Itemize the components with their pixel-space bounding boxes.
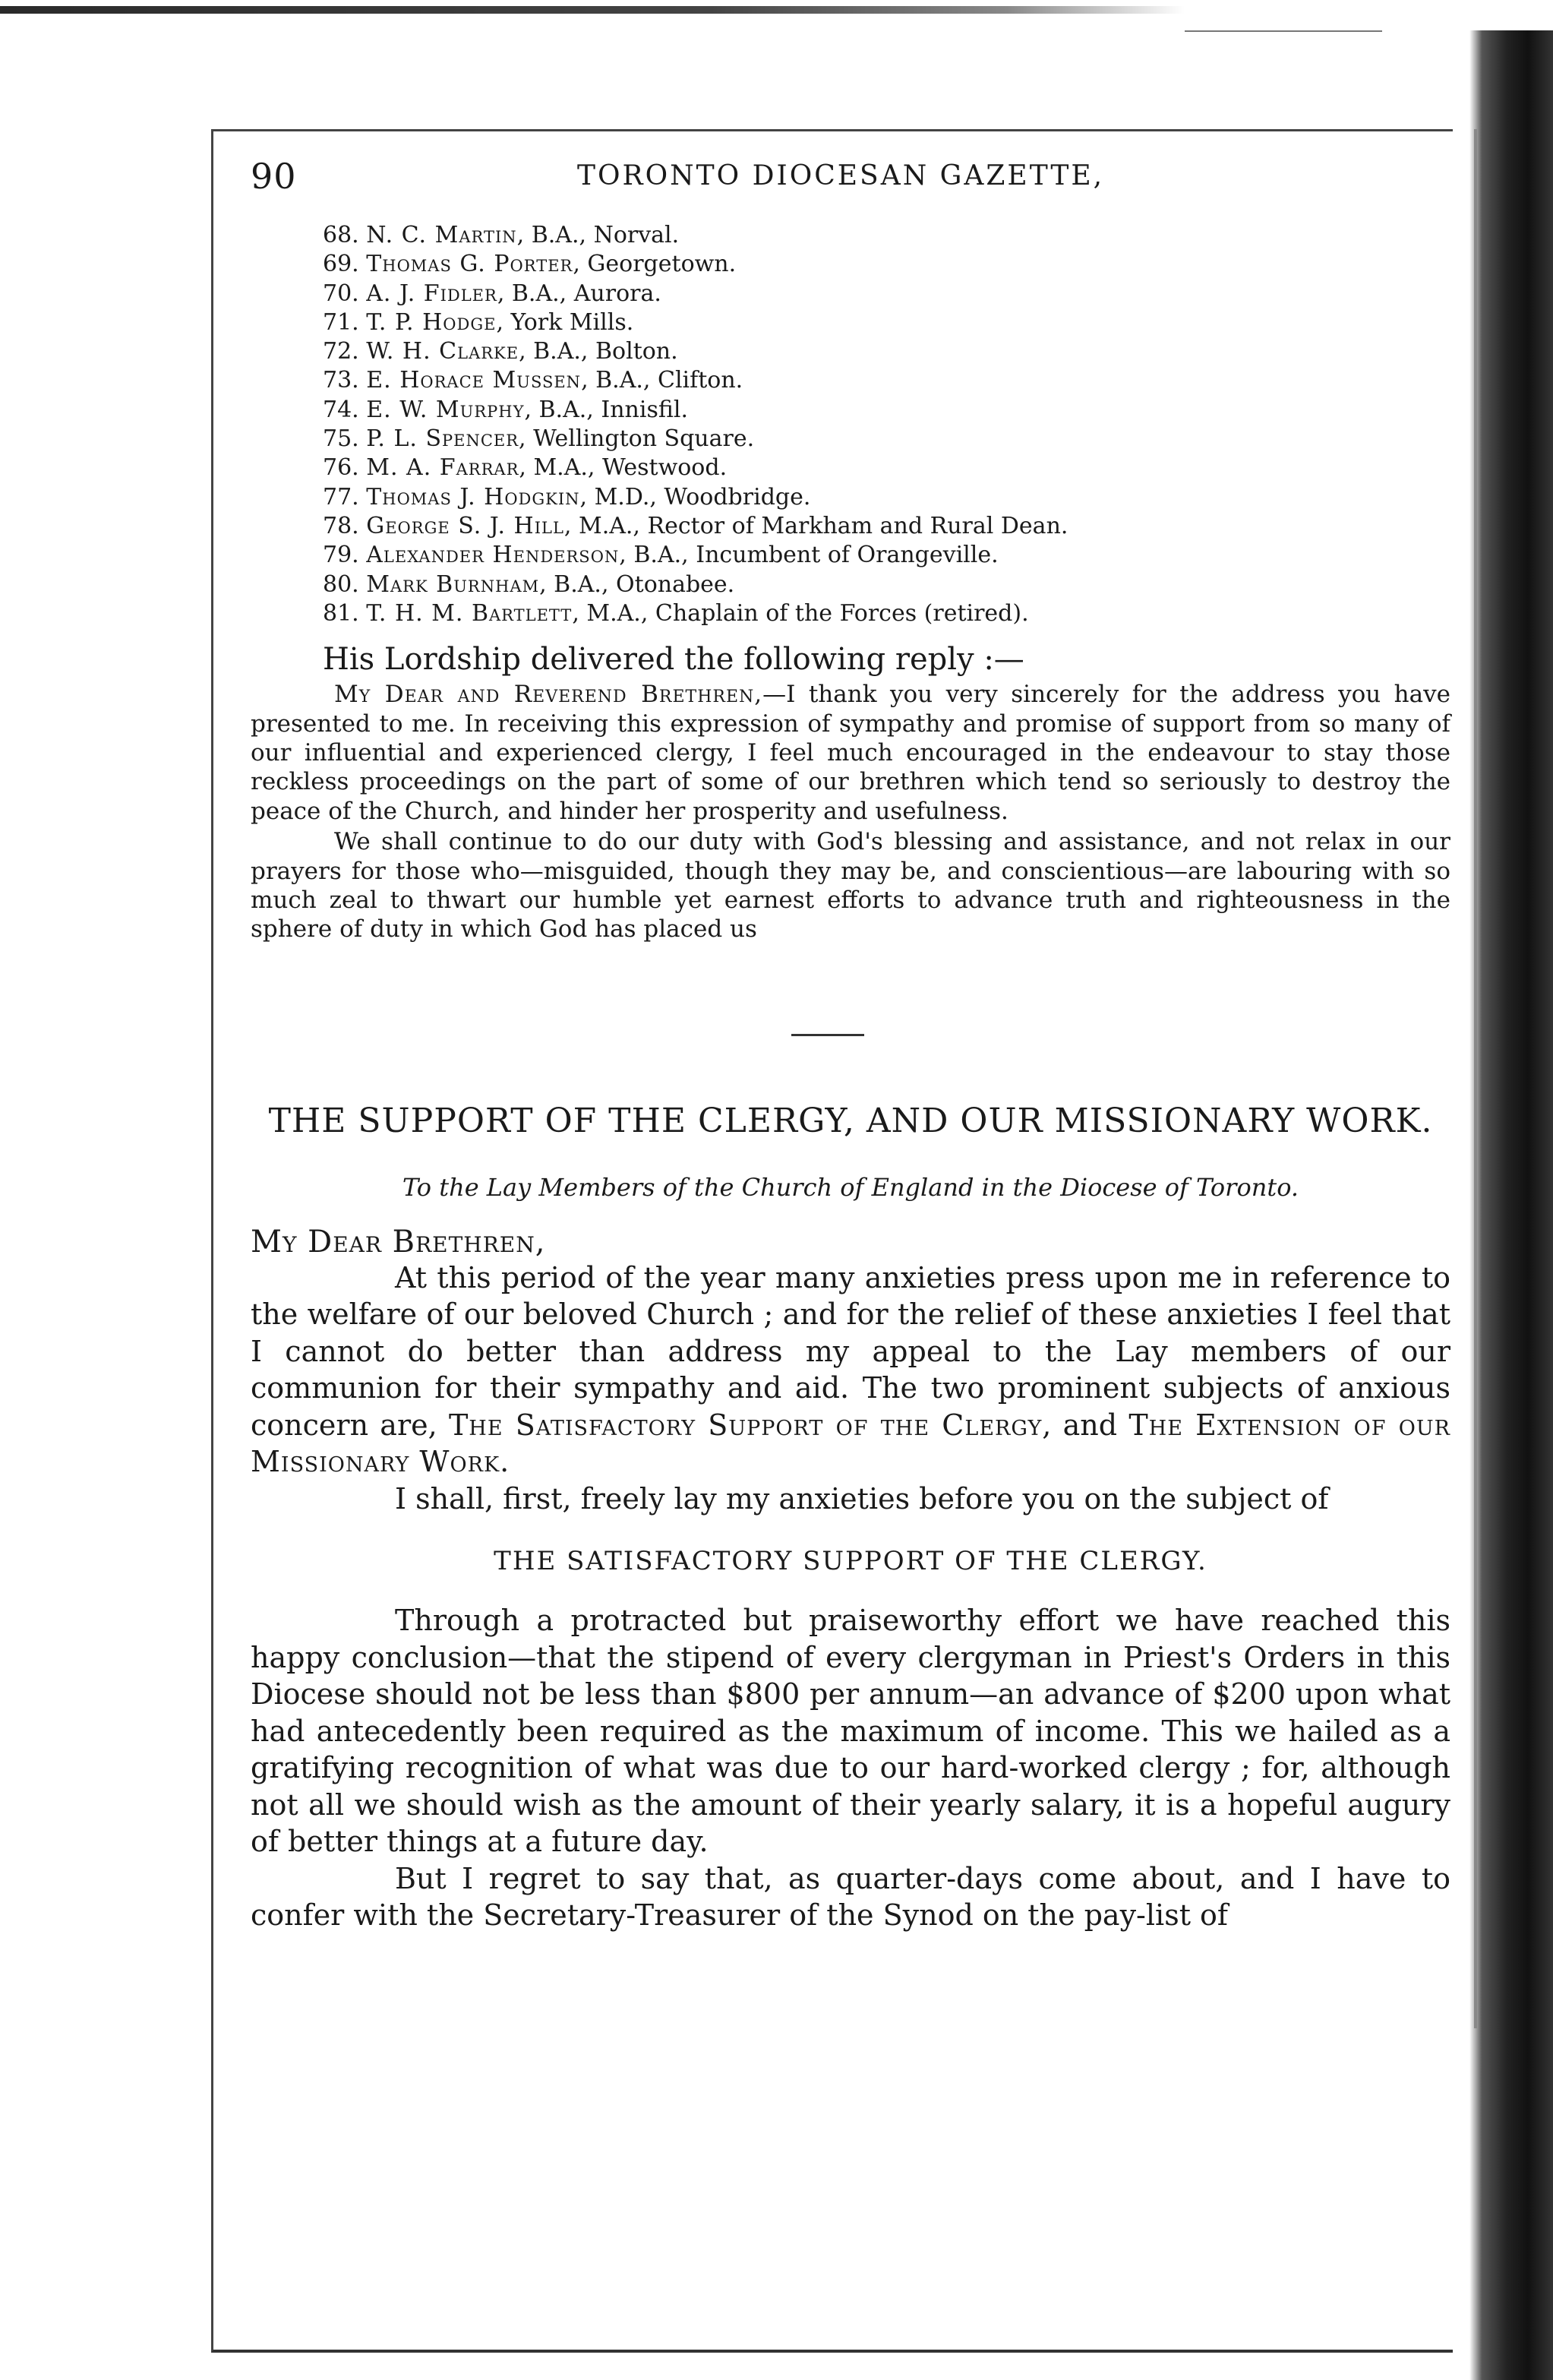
body-paragraph: Through a protracted but praiseworthy effort we have reached this happy conclusion—that the stipend of every clergyman in Priest's Orders in this Diocese should not be less than $800 per annum—an advance of $200 upon what had antecedently been required as the maximum of income. This we hailed as a gratifying recognition of what was due to our hard-worked clergy ; for, although not all we should wish as the amount of their yearly salary, it is a hopeful augury of better things at a future day. [251,1604,1450,1859]
page-number: 90 [251,156,297,197]
running-title: TORONTO DIOCESAN GAZETTE, [577,160,1105,191]
body-paragraph: At this period of the year many anxieties press upon me in reference to the welfare of our beloved Church ; and for the relief of these anxieties I feel that I cannot do better than address my appeal to the Lay members of our communion for their sympathy and aid. The two prominent subjects of anxious concern are, The Satisfactory Support of the Clergy, and The Extension of our Missionary Work. [251,1260,1451,1479]
list-item: 73. E. Horace Mussen, B.A., Clifton. [323,367,743,394]
reply-intro: His Lordship delivered the following reply :— [323,642,1024,678]
scan-edge-artifact [0,6,1185,14]
list-item: 74. E. W. Murphy, B.A., Innisfil. [323,396,688,423]
list-item: 75. P. L. Spencer, Wellington Square. [323,425,755,453]
list-item: 76. M. A. Farrar, M.A., Westwood. [323,454,728,482]
signatory-list [323,221,1450,628]
reply-paragraph: My Dear and Reverend Brethren,—I thank you very sincerely for the address you have presented to me. In receiving this expression of sympathy and promise of support from so many of our influential and experienced clergy, I feel much encouraged in the endeavour to stay those reckless proceedings on the part of some of our brethren which tend so seriously to destroy the peace of the Church, and hinder her prosperity and usefulness. [251,681,1450,825]
list-item: 70. A. J. Fidler, B.A., Aurora. [323,280,661,307]
body-paragraph: But I regret to say that, as quarter-days come about, and I have to confer with the Secretary-Treasurer of the Synod on the pay-list of [251,1861,1450,1933]
dedication: To the Lay Members of the Church of England in the Diocese of Toronto. [402,1172,1299,1202]
subheading: THE SATISFACTORY SUPPORT OF THE CLERGY. [494,1546,1207,1577]
list-item: 81. T. H. M. Bartlett, M.A., Chaplain of the Forces (retired). [323,599,1029,627]
section-divider [791,1034,864,1036]
body-text [251,1260,1450,1934]
list-item: 77. Thomas J. Hodgkin, M.D., Woodbridge. [323,483,811,510]
list-item: 80. Mark Burnham, B.A., Otonabee. [323,571,735,598]
list-item: 72. W. H. Clarke, B.A., Bolton. [323,338,678,365]
running-head [251,156,1450,209]
page-binding-edge [1474,129,1477,2028]
page-binding-shadow [1469,30,1553,2380]
section-title: THE SUPPORT OF THE CLERGY, AND OUR MISSIONARY WORK. [268,1101,1433,1140]
salutation: My Dear Brethren, [251,1224,546,1260]
list-item: 69. Thomas G. Porter, Georgetown. [323,251,737,278]
list-item: 79. Alexander Henderson, B.A., Incumbent of Orangeville. [323,542,999,569]
list-item: 68. N. C. Martin, B.A., Norval. [323,222,680,248]
body-paragraph: I shall, first, freely lay my anxieties before you on the subject of [395,1481,1329,1516]
reply-paragraph: We shall continue to do our duty with God's blessing and assistance, and not relax in our prayers for those who—misguided, though they may be, and conscientious—are labouring with so much zeal to thwart our humble yet earnest efforts to advance truth and righteousness in the sphere of duty in which God has placed us [251,828,1450,943]
list-item: 71. T. P. Hodge, York Mills. [323,308,634,336]
reply-letter [251,680,1450,944]
page-content [251,156,1450,1934]
list-item: 78. George S. J. Hill, M.A., Rector of Markham and Rural Dean. [323,512,1068,539]
scan-edge-line [1185,30,1382,32]
reply-salutation: My Dear and Reverend Brethren, [334,681,763,709]
